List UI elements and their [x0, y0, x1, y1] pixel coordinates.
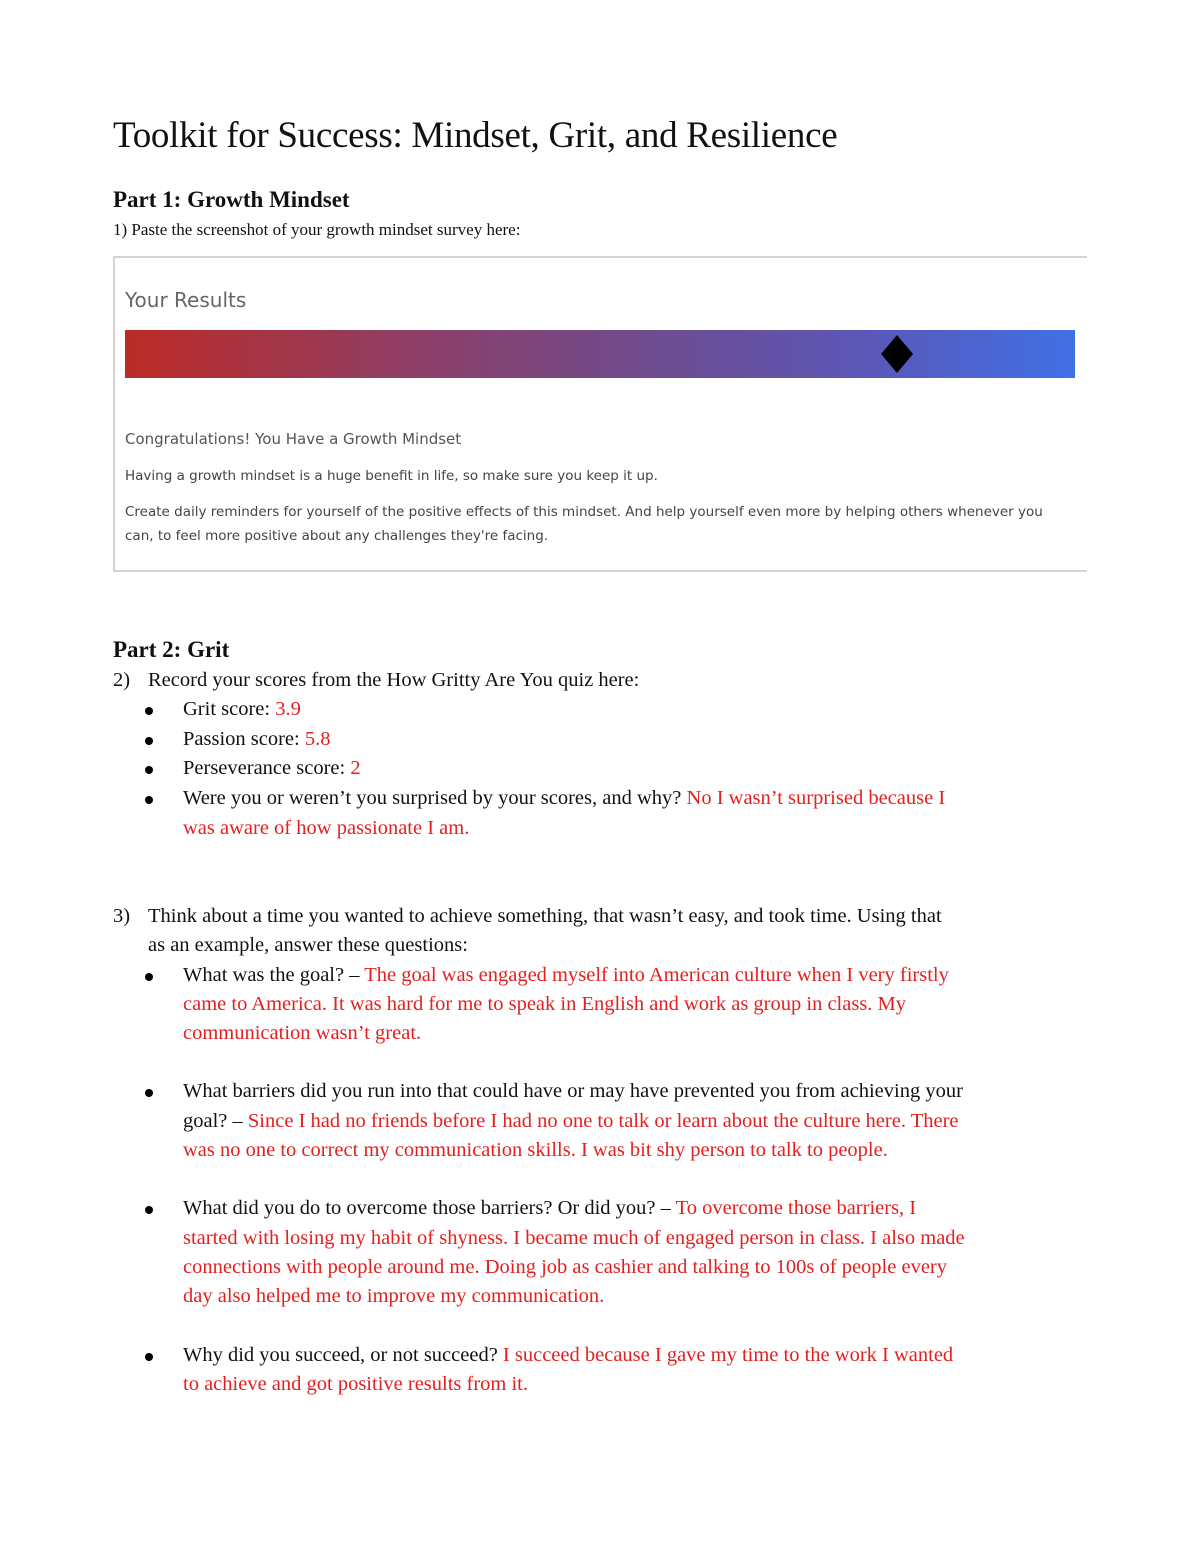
question-3-text-line-1: Think about a time you wanted to achieve something, that wasn’t easy, and took time. Using that	[148, 905, 942, 927]
goal-answer-line-2: came to America. It was hard for me to speak in English and work as group in class. My	[183, 993, 907, 1015]
barriers-answer-line-1: Since I had no friends before I had no one to talk or learn about the culture here. There	[247, 1110, 959, 1132]
overcome-answer-line-2: started with losing my habit of shyness. I became much of engaged person in class. I also made	[183, 1227, 965, 1249]
question-3-text-line-2: as an example, answer these questions:	[148, 934, 468, 956]
part1-heading: Part 1: Growth Mindset	[113, 187, 350, 212]
question-2-text: Record your scores from the How Gritty Are You quiz here:	[148, 669, 640, 691]
surprise-answer-line-2: was aware of how passionate I am.	[183, 817, 470, 839]
passion-score-value: 5.8	[304, 728, 331, 750]
passion-score-label: Passion score:	[183, 728, 305, 750]
surprise-question: Were you or weren’t you surprised by your scores, and why?	[183, 787, 687, 809]
part2-heading: Part 2: Grit	[113, 637, 230, 662]
mindset-marker-diamond-icon	[881, 335, 913, 373]
survey-paragraph-2-line-1: Create daily reminders for yourself of the positive effects of this mindset. And help yourself even more by helping others whenever you	[125, 504, 1043, 520]
barriers-question-line-1: What barriers did you run into that could have or may have prevented you from achieving your	[183, 1080, 963, 1102]
succeed-question: Why did you succeed, or not succeed?	[183, 1344, 503, 1366]
survey-paragraph-1: Having a growth mindset is a huge benefit in life, so make sure you keep it up.	[125, 468, 658, 484]
mindset-gradient-bar	[125, 330, 1075, 378]
goal-question: What was the goal? –	[183, 964, 365, 986]
bullet-icon	[145, 1089, 153, 1097]
perseverance-score-value: 2	[350, 757, 361, 779]
goal-answer-line-3: communication wasn’t great.	[183, 1022, 422, 1044]
question-2-number: 2)	[113, 669, 131, 691]
bullet-icon	[145, 1353, 153, 1361]
succeed-answer-line-2: to achieve and got positive results from it.	[183, 1373, 529, 1395]
overcome-answer-line-1: To overcome those barriers, I	[675, 1197, 917, 1219]
overcome-answer-line-3: connections with people around me. Doing job as cashier and talking to 100s of people every	[183, 1256, 947, 1278]
grit-score-value: 3.9	[275, 698, 301, 720]
survey-paragraph-2-line-2: can, to feel more positive about any challenges they're facing.	[125, 528, 549, 544]
bullet-icon	[145, 766, 153, 774]
surprise-answer-line-1: No I wasn’t surprised because I	[686, 787, 946, 809]
succeed-answer-line-1: I succeed because I gave my time to the work I wanted	[502, 1344, 954, 1366]
barriers-answer-line-2: was no one to correct my communication skills. I was bit shy person to talk to people.	[183, 1139, 888, 1161]
survey-result-heading: Congratulations! You Have a Growth Mindset	[125, 430, 462, 448]
bullet-icon	[145, 1206, 153, 1214]
grit-score-label: Grit score:	[183, 698, 276, 720]
bullet-icon	[145, 737, 153, 745]
survey-screenshot	[113, 256, 1087, 572]
barriers-question-line-2: goal? –	[183, 1110, 248, 1132]
overcome-question: What did you do to overcome those barriers? Or did you? –	[183, 1197, 676, 1219]
bullet-icon	[145, 707, 153, 715]
question-3-number: 3)	[113, 905, 131, 927]
bullet-icon	[145, 973, 153, 981]
perseverance-score-label: Perseverance score:	[183, 757, 351, 779]
bullet-icon	[145, 796, 153, 804]
overcome-answer-line-4: day also helped me to improve my communication.	[183, 1285, 605, 1307]
page-title: Toolkit for Success: Mindset, Grit, and Resilience	[113, 115, 838, 156]
goal-answer-line-1: The goal was engaged myself into American culture when I very firstly	[364, 964, 949, 986]
survey-title: Your Results	[125, 288, 247, 312]
part1-question: 1) Paste the screenshot of your growth mindset survey here:	[113, 220, 521, 239]
